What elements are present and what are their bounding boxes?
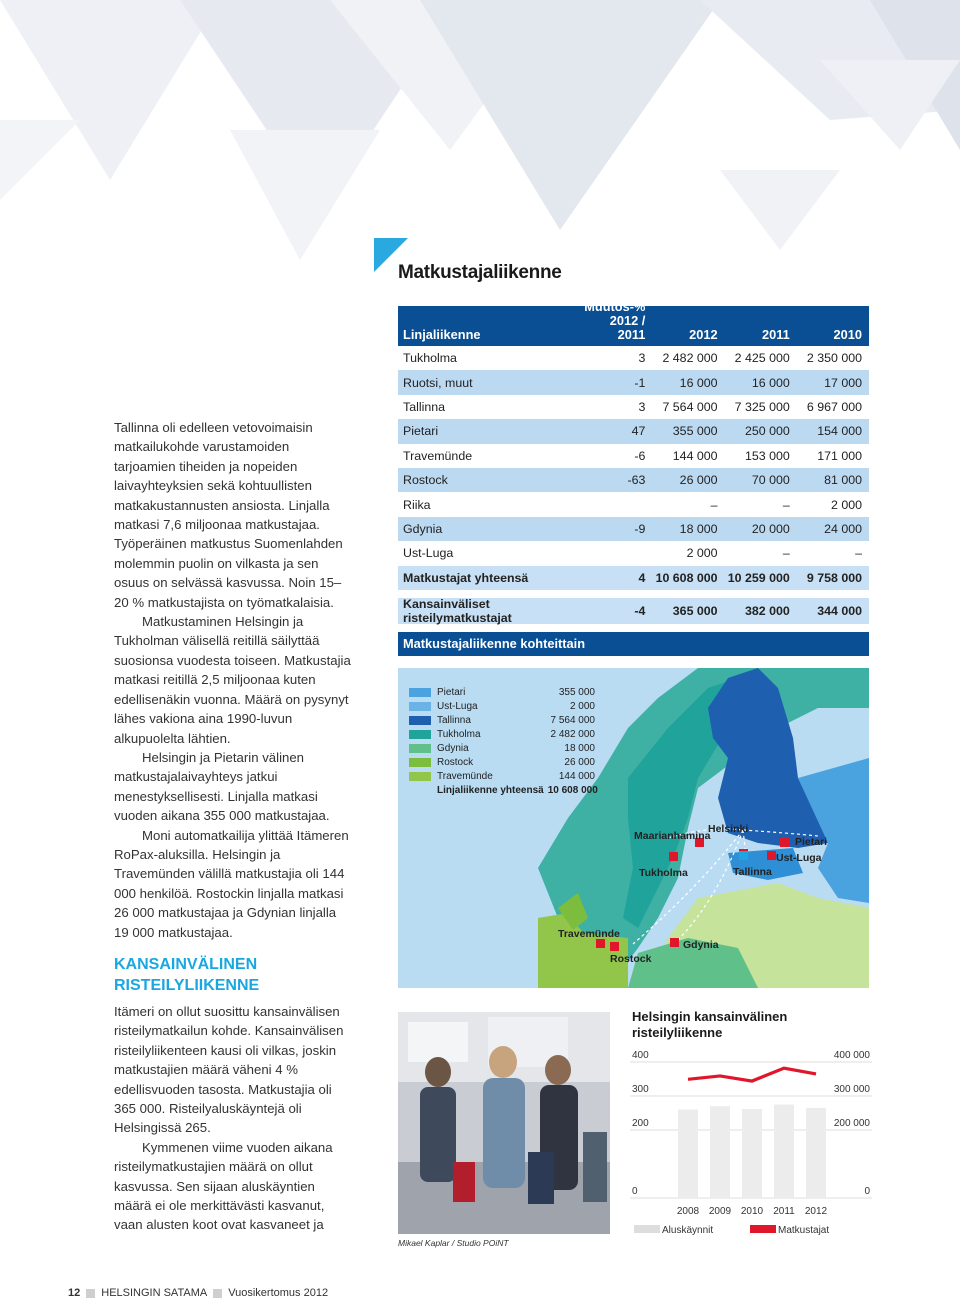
cruise-change: -4: [634, 603, 646, 618]
table-row: [398, 419, 869, 443]
table-cell-y2012: 355 000: [672, 424, 718, 439]
footer: [68, 1287, 328, 1299]
footer-doc: Vuosikertomus 2012: [228, 1287, 329, 1299]
table-cell-y2010: 24 000: [824, 521, 863, 536]
legend-row: [409, 685, 598, 699]
right-axis-tick: 0: [864, 1186, 870, 1197]
legend-row: [409, 741, 598, 755]
table-cell-name: Ust-Luga: [403, 546, 454, 561]
legend-swatch: [409, 702, 431, 711]
table-cell-y2010: 2 000: [831, 497, 863, 512]
travemunde-marker: [596, 939, 605, 948]
right-axis-tick: 200 000: [833, 1118, 870, 1129]
legend-label: Aluskäynnit: [662, 1225, 714, 1236]
photo-credit: Mikael Kaplar / Studio POiNT: [398, 1238, 509, 1248]
table-row: [398, 541, 869, 565]
table-row: [398, 346, 869, 370]
table-cell-y2011: 7 325 000: [734, 399, 790, 414]
table-row: [398, 370, 869, 394]
total-change: 4: [638, 570, 646, 585]
legend-label: Matkustajat: [778, 1225, 830, 1236]
city-maarianhamina: Maarianhamina: [634, 830, 711, 842]
left-axis-tick: 200: [632, 1118, 649, 1129]
table-cell-change: -9: [634, 521, 646, 536]
legend-row: [409, 713, 598, 727]
legend-swatch: [409, 744, 431, 753]
cruise-chart: [620, 1040, 880, 1245]
right-axis-tick: 300 000: [833, 1084, 870, 1095]
ustluga-marker: [767, 851, 776, 860]
table-cell-y2012: 26 000: [679, 473, 718, 488]
city-gdynia: Gdynia: [683, 939, 719, 951]
legend-name: Pietari: [437, 686, 466, 698]
legend-name: Tukholma: [437, 728, 481, 740]
cruise-2012: 365 000: [672, 603, 718, 618]
legend-swatch-line: [750, 1225, 776, 1233]
pietari-marker: [780, 838, 789, 847]
gdynia-marker: [670, 938, 679, 947]
bar: [774, 1105, 794, 1199]
table-row: [398, 395, 869, 419]
table-row: [398, 468, 869, 492]
city-rostock: Rostock: [610, 953, 652, 965]
table-cell-change: 47: [631, 424, 646, 439]
paragraph-1: Tallinna oli edelleen vetovoimaisin matkailukohde varustamoiden tarjoamien tiheiden ja nopeiden laivayhteyksien sekä kohtuullisten matkakustannusten ansiosta. Linjalla matkasi 7,6 miljoonaa matkustajaa. Työperäinen matkustus Suomenlahden molemmin puolin on vilkasta ja sen osuus on selvässä kasvussa. Noin 15–20 % matkustajista on työmatkalaisia.: [114, 420, 343, 610]
left-axis-tick: 300: [632, 1084, 649, 1095]
table-cell-change: -6: [634, 448, 646, 463]
table-cell-y2012: 16 000: [679, 375, 718, 390]
bar: [742, 1109, 762, 1198]
legend-swatch: [409, 688, 431, 697]
total-2010: 9 758 000: [806, 570, 863, 585]
table-cell-y2011: 20 000: [751, 521, 790, 536]
table-cell-y2011: 2 425 000: [734, 351, 790, 366]
legend-row: [409, 699, 598, 713]
paragraph-2: Matkustaminen Helsingin ja Tukholman välisellä reitillä säilyttää suosionsa vuodesta toiseen. Matkustajia matkasi reitillä 2,5 miljoonaa kuten edellisenäkin vuonna. Määrä on pysynyt lähes vakiona aina 1990-luvun alkupuolelta lähtien.: [114, 614, 351, 746]
table-cell-name: Ruotsi, muut: [403, 375, 473, 390]
city-tukholma: Tukholma: [639, 867, 688, 879]
section-title: Matkustajaliikenne: [398, 262, 562, 283]
header-line: Linjaliikenne: [403, 327, 481, 342]
x-tick-label: 2011: [773, 1206, 795, 1217]
table-cell-y2011: 250 000: [745, 424, 790, 439]
map-legend: [409, 685, 598, 798]
legend-swatch: [409, 716, 431, 725]
table-cell-name: Rostock: [403, 473, 448, 488]
legend-value: 2 000: [569, 700, 595, 712]
legend-value: 7 564 000: [550, 714, 595, 726]
legend-value: 2 482 000: [550, 728, 595, 740]
map-title: Matkustajaliikenne kohteittain: [398, 632, 869, 656]
legend-name: Travemünde: [437, 771, 493, 783]
city-pietari: Pietari: [795, 836, 828, 848]
table-cell-y2012: 7 564 000: [662, 399, 718, 414]
tukholma-marker: [669, 852, 678, 861]
x-tick-label: 2010: [740, 1206, 764, 1217]
left-axis-tick: 0: [632, 1186, 638, 1197]
table-cell-change: -63: [627, 473, 646, 488]
header-change-years: 2012 / 2011: [609, 313, 646, 342]
table-cell-y2011: 70 000: [751, 473, 790, 488]
table-cell-y2011: –: [782, 497, 790, 512]
table-cell-y2011: 16 000: [751, 375, 790, 390]
table-cell-y2010: 2 350 000: [806, 351, 863, 366]
table-cell-change: -1: [634, 375, 646, 390]
legend-name: Rostock: [437, 757, 474, 769]
legend-swatch: [409, 730, 431, 739]
city-tallinna: Tallinna: [733, 866, 772, 878]
left-axis-tick: 400: [632, 1050, 649, 1061]
legend-row: [409, 755, 598, 769]
table-cell-y2012: 2 000: [686, 546, 718, 561]
cruise-2011: 382 000: [745, 603, 790, 618]
bar: [710, 1106, 730, 1198]
passenger-line: [688, 1068, 816, 1081]
right-axis-tick: 400 000: [833, 1050, 870, 1061]
legend-value: 144 000: [558, 771, 595, 783]
table-cell-name: Tukholma: [403, 351, 457, 366]
header-2010: 2010: [833, 327, 863, 342]
paragraph-4: Moni automatkailija ylittää Itämeren RoPax-aluksilla. Helsingin ja Travemünden välillä matkustajia oli 144 000 henkilöä. Rostockin linjalla matkasi 26 000 matkustajaa ja Gdynian linjalla 19 000 matkustajaa.: [114, 827, 349, 940]
chart-title: Helsingin kansainvälinen risteilyliikenne: [632, 1009, 788, 1040]
total-row: [398, 566, 869, 590]
table-cell-y2011: –: [782, 546, 790, 561]
table-cell-name: Travemünde: [403, 448, 473, 463]
paragraph-3: Helsingin ja Pietarin välinen matkustajalaivayhteys jatkui menestyksellisesti. Linjalla matkasi vuoden aikana 355 000 matkustajaa.: [114, 749, 330, 824]
rostock-marker: [610, 942, 619, 951]
table-cell-name: Gdynia: [403, 521, 443, 536]
passenger-table: [398, 299, 869, 656]
table-cell-y2010: 171 000: [817, 448, 863, 463]
table-cell-name: Pietari: [403, 424, 439, 439]
legend-value: 355 000: [558, 686, 595, 698]
table-row: [398, 492, 869, 516]
legend-total: [437, 784, 598, 798]
footer-square: [86, 1289, 95, 1298]
bar: [806, 1108, 826, 1198]
cruise-name: Kansainväliset risteilymatkustajat: [403, 596, 512, 625]
table-cell-y2012: 144 000: [672, 448, 718, 463]
header-change: [581, 300, 645, 342]
cruise-2010: 344 000: [817, 603, 863, 618]
total-2011: 10 259 000: [727, 570, 790, 585]
x-tick-label: 2012: [804, 1206, 828, 1217]
bar: [678, 1110, 698, 1198]
table-row: [398, 517, 869, 541]
legend-swatch: [409, 772, 431, 781]
total-2012: 10 608 000: [655, 570, 718, 585]
legend-row: [409, 770, 598, 784]
cruise-heading: KANSAINVÄLINEN RISTEILYLIIKENNE: [114, 955, 260, 994]
table-cell-y2012: 18 000: [679, 521, 718, 536]
table-cell-y2010: 81 000: [824, 473, 863, 488]
table-cell-name: Tallinna: [403, 399, 446, 414]
x-tick-label: 2008: [676, 1206, 700, 1217]
table-cell-name: Riika: [403, 497, 431, 512]
legend-total-label: Linjaliikenne yhteensä: [437, 785, 544, 797]
table-cell-y2011: 153 000: [745, 448, 790, 463]
legend-name: Ust-Luga: [437, 700, 478, 712]
paragraph-5: Itämeri on ollut suosittu kansainvälisen risteilymatkailun kohde. Kansainvälisen risteilyliikenteen kausi oli vilkas, joskin matkustajien määrä väheni 4 % edellisvuoden tasosta. Matkustajia oli 365 000. Risteilyaluskäyntejä oli Helsingissä 265.: [114, 1003, 344, 1136]
footer-square: [213, 1289, 222, 1298]
legend-swatch: [409, 758, 431, 767]
table-cell-y2010: 17 000: [824, 375, 863, 390]
header-2012: 2012: [689, 327, 718, 342]
x-tick-label: 2009: [708, 1206, 732, 1217]
cruise-row: [398, 598, 869, 624]
table-cell-y2012: 2 482 000: [662, 351, 718, 366]
legend-name: Tallinna: [437, 714, 471, 726]
table-cell-y2012: –: [710, 497, 718, 512]
table-row: [398, 444, 869, 468]
paragraph-6: Kymmenen viime vuoden aikana risteilymatkustajien määrä on ollut kasvussa. Sen sijaan aluskäyntien määrä ei ole merkittävästi kasvanut, vaan alusten koot ovat kasvaneet ja: [114, 1139, 333, 1233]
footer-org: HELSINGIN SATAMA: [101, 1287, 208, 1299]
left-text-column: [114, 418, 354, 1235]
header-2011: 2011: [762, 327, 790, 342]
city-helsinki: Helsinki: [708, 823, 749, 835]
table-cell-y2010: –: [855, 546, 863, 561]
table-cell-change: 3: [638, 399, 646, 414]
legend-name: Gdynia: [437, 742, 469, 754]
legend-total-value: 10 608 000: [547, 785, 598, 797]
legend-swatch-bars: [634, 1225, 660, 1233]
legend-value: 18 000: [564, 742, 595, 754]
city-ustluga: Ust-Luga: [776, 852, 822, 864]
legend-value: 26 000: [564, 757, 595, 769]
tallinna-marker: [739, 851, 748, 860]
photo-illustration: [398, 1012, 610, 1234]
table-cell-y2010: 154 000: [817, 424, 863, 439]
page-number: 12: [68, 1287, 81, 1299]
city-travemunde: Travemünde: [558, 928, 620, 940]
table-cell-y2010: 6 967 000: [806, 399, 863, 414]
header-change-label: Muutos-%: [584, 299, 646, 314]
terminal-photo: [398, 1012, 610, 1234]
total-name: Matkustajat yhteensä: [403, 570, 529, 585]
legend-row: [409, 727, 598, 741]
table-cell-change: 3: [638, 351, 646, 366]
table-header: [398, 299, 869, 346]
